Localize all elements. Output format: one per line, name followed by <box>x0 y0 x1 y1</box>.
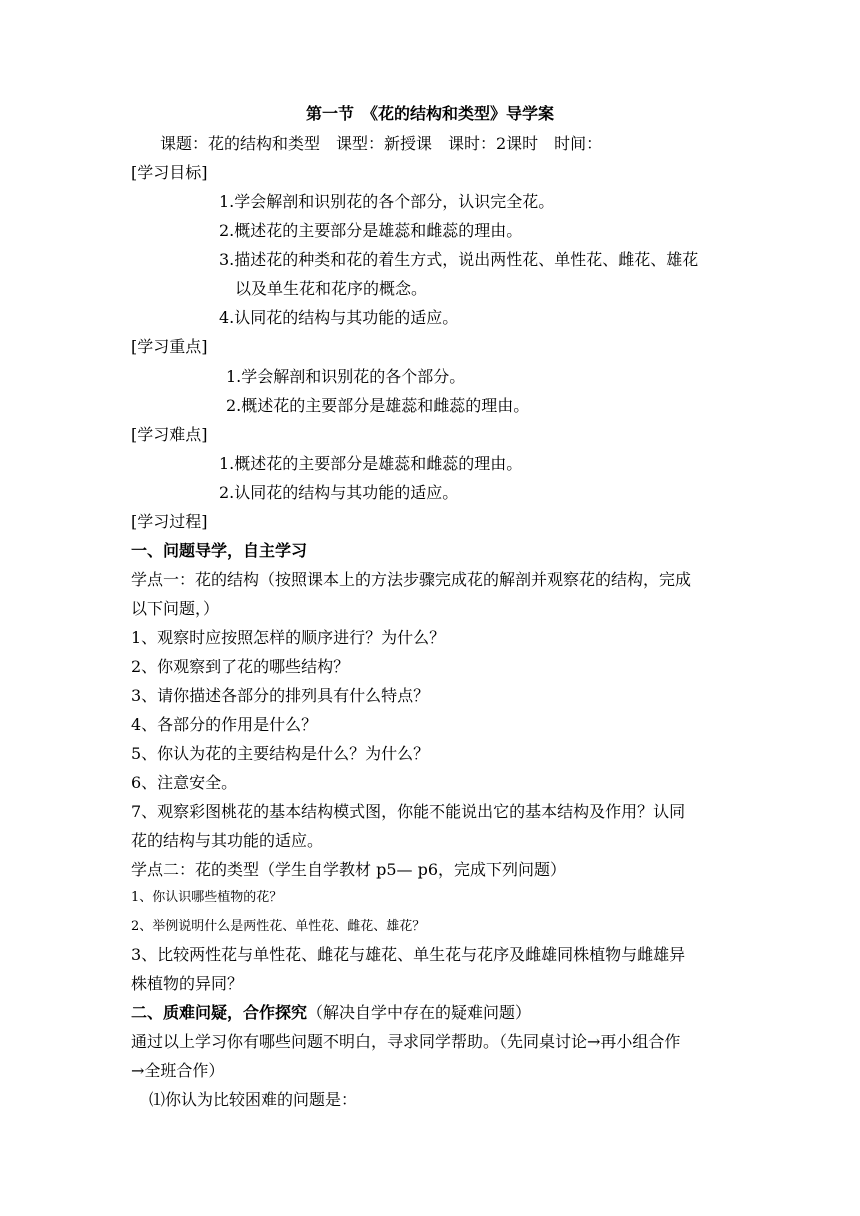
section2-heading-note: （解决自学中存在的疑难问题） <box>307 1003 532 1022</box>
objective-item: 1.学会解剖和识别花的各个部分，认识完全花。 <box>219 192 555 211</box>
question-item: 5、你认为花的主要结构是什么？为什么？ <box>131 744 430 763</box>
point2-text: 学点二：花的类型（学生自学教材 p5— p6，完成下列问题） <box>131 860 567 879</box>
question-item: 1、观察时应按照怎样的顺序进行？为什么？ <box>131 628 446 647</box>
question-7-continuation: 花的结构与其功能的适应。 <box>131 831 324 850</box>
section2-heading-title: 二、质难问疑，合作探究 <box>131 1003 308 1022</box>
question-7-text: 7、观察彩图桃花的基本结构模式图，你能不能说出它的基本结构及作用？认同 <box>131 802 686 821</box>
section2-text: 通过以上学习你有哪些问题不明白，寻求同学帮助。（先同桌讨论→再小组合作 <box>131 1032 681 1051</box>
question-item: 2、你观察到了花的哪些结构？ <box>131 657 350 676</box>
lesson-info: 课题：花的结构和类型 课型：新授课 课时：2课时 时间： <box>160 134 603 153</box>
objective-item: 4.认同花的结构与其功能的适应。 <box>219 308 459 327</box>
section2-heading <box>131 1002 531 1024</box>
objectives-heading: [学习目标] <box>131 163 208 182</box>
point1-text: 学点一：花的结构（按照课本上的方法步骤完成花的解剖并观察花的结构，完成 <box>131 570 692 589</box>
point1-text-continuation: 以下问题，） <box>131 599 220 618</box>
objective-item: 3.描述花的种类和花的着生方式，说出两性花、单性花、雌花、雄花 <box>219 250 699 269</box>
difficulties-heading: [学习难点] <box>131 425 208 444</box>
document-title: 第一节 《花的结构和类型》导学案 <box>305 104 554 123</box>
section1-heading: 一、问题导学，自主学习 <box>131 541 308 560</box>
question-item: 6、注意安全。 <box>131 773 238 792</box>
question-3-continuation: 株植物的异同？ <box>131 974 244 993</box>
section2-text-continuation: →全班合作） <box>131 1061 225 1080</box>
objective-item-continuation: 以及单生花和花序的概念。 <box>235 279 428 298</box>
key-point-item: 2.概述花的主要部分是雄蕊和雌蕊的理由。 <box>226 396 530 415</box>
question-item-small: 1、你认识哪些植物的花？ <box>131 890 283 905</box>
objective-item: 2.概述花的主要部分是雄蕊和雌蕊的理由。 <box>219 221 523 240</box>
question-item: 3、请你描述各部分的排列具有什么特点？ <box>131 686 430 705</box>
question-item-small: 2、举例说明什么是两性花、单性花、雌花、雄花？ <box>131 919 426 934</box>
key-point-item: 1.学会解剖和识别花的各个部分。 <box>226 367 466 386</box>
question-item: 4、各部分的作用是什么？ <box>131 715 318 734</box>
key-points-heading: [学习重点] <box>131 337 208 356</box>
difficulty-item: 1.概述花的主要部分是雄蕊和雌蕊的理由。 <box>219 454 523 473</box>
difficulty-item: 2.认同花的结构与其功能的适应。 <box>219 483 459 502</box>
process-heading: [学习过程] <box>131 512 208 531</box>
section2-item: ⑴你认为比较困难的问题是： <box>149 1090 358 1109</box>
question-3-text: 3、比较两性花与单性花、雌花与雄花、单生花与花序及雌雄同株植物与雌雄异 <box>131 945 686 964</box>
